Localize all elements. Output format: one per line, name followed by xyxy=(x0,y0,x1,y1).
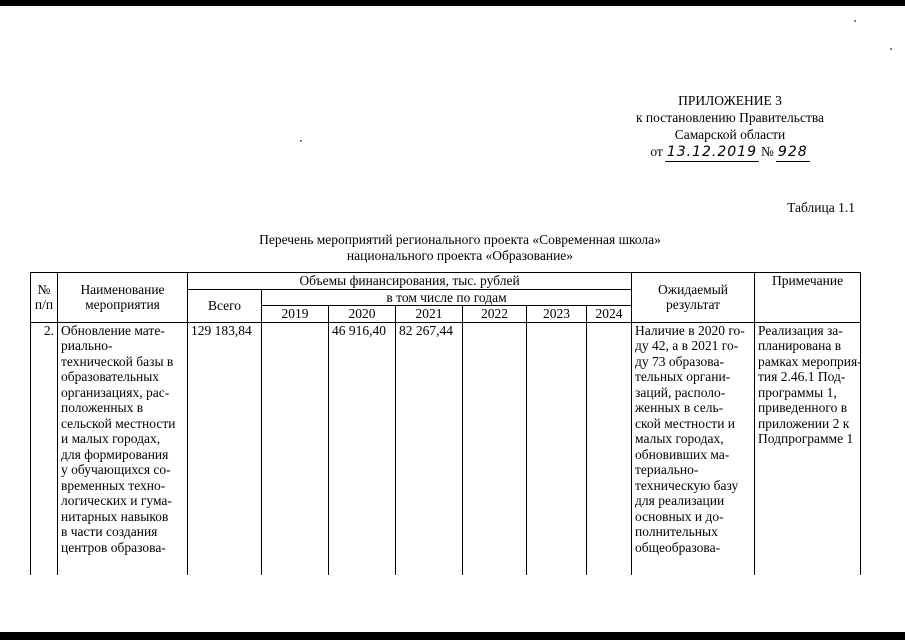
header-name: Наименование мероприятия xyxy=(58,273,188,323)
row-note xyxy=(755,322,861,575)
row-total: 129 183,84 xyxy=(188,322,262,575)
cell-text-line: для реализации xyxy=(635,493,725,508)
cell-text-line: Обновление мате- xyxy=(61,322,165,338)
cell-text-line: временных техно- xyxy=(61,477,166,493)
cell-text-line: логических и гума- xyxy=(61,493,172,508)
cell-text-line: Наличие в 2020 го- xyxy=(635,322,745,338)
cell-text-line: приведенного в xyxy=(758,400,848,415)
cell-text-line: образовательных xyxy=(61,369,160,384)
header-total: Всего xyxy=(188,289,262,322)
row-2023 xyxy=(527,322,587,575)
cell-text-line: Реализация за- xyxy=(758,322,843,338)
cell-text-line: в части создания xyxy=(61,524,158,539)
cell-text-line: и малых городах, xyxy=(61,431,161,446)
row-2022 xyxy=(463,322,527,575)
row-2021: 82 267,44 xyxy=(396,322,463,575)
appendix-line-region: Самарской области xyxy=(674,127,786,142)
title-line-1: Перечень мероприятий регионального проекта «Современная школа» xyxy=(259,232,661,247)
scan-speck xyxy=(854,20,856,22)
header-num: № п/п xyxy=(31,273,58,323)
cell-text-line: заций, располо- xyxy=(635,384,726,400)
cell-text-line: тия 2.46.1 Под- xyxy=(758,369,846,384)
header-funding: Объемы финансирования, тыс. рублей xyxy=(188,273,632,290)
header-year: 2019 xyxy=(262,306,329,323)
row-2019 xyxy=(262,322,329,575)
number-prefix: № xyxy=(761,144,774,159)
scan-top-border xyxy=(0,0,905,6)
cell-text-line: Подпрограмме 1 xyxy=(758,431,854,446)
decree-date: 13.12.2019 xyxy=(666,144,758,160)
date-prefix: от xyxy=(650,144,663,159)
cell-text-line: программы 1, xyxy=(758,384,837,400)
scan-bottom-border xyxy=(0,632,905,640)
cell-text-line: риально- xyxy=(61,338,113,353)
decree-date-line xyxy=(650,143,809,162)
cell-text-line: нитарных навыков xyxy=(61,508,169,524)
cell-text-line: организациях, рас- xyxy=(61,384,170,400)
header-year: 2020 xyxy=(329,306,396,323)
cell-text-line: рамках мероприя- xyxy=(758,353,862,369)
document-title xyxy=(200,232,720,264)
appendix-heading: ПРИЛОЖЕНИЕ 3 xyxy=(678,93,782,108)
row-num: 2. xyxy=(31,322,58,575)
table-row xyxy=(31,322,861,575)
measures-table xyxy=(30,272,861,575)
table-label: Таблица 1.1 xyxy=(787,200,855,215)
cell-text-line: полнительных xyxy=(635,524,718,539)
cell-text-line: териально- xyxy=(635,462,699,477)
header-by-years: в том числе по годам xyxy=(262,289,632,306)
approval-block xyxy=(600,92,860,162)
cell-text-line: женных в сель- xyxy=(635,400,724,415)
row-2020: 46 916,40 xyxy=(329,322,396,575)
scan-speck xyxy=(890,48,892,50)
row-name xyxy=(58,322,188,575)
cell-text-line: центров образова- xyxy=(61,539,166,555)
header-year: 2021 xyxy=(396,306,463,323)
cell-text-line: для формирования xyxy=(61,446,169,462)
decree-number: 928 xyxy=(777,144,808,160)
cell-text-line: у обучающихся со- xyxy=(61,462,171,477)
scan-speck xyxy=(300,140,302,142)
cell-text-line: малых городах, xyxy=(635,431,724,446)
header-result: Ожидаемый результат xyxy=(632,273,755,323)
cell-text-line: планирована в xyxy=(758,338,842,353)
header-year: 2024 xyxy=(587,306,632,323)
header-note: Примечание xyxy=(755,273,861,323)
header-year: 2023 xyxy=(527,306,587,323)
appendix-line-decree: к постановлению Правительства xyxy=(635,110,825,125)
cell-text-line: техническую базу xyxy=(635,477,739,493)
cell-text-line: основных и до- xyxy=(635,508,724,524)
cell-text-line: ду 73 образова- xyxy=(635,353,724,369)
title-line-2: национального проекта «Образование» xyxy=(346,248,574,263)
cell-text-line: приложении 2 к xyxy=(758,415,850,431)
cell-text-line: положенных в xyxy=(61,400,144,415)
cell-text-line: сельской местности xyxy=(61,415,176,431)
cell-text-line: тельных органи- xyxy=(635,369,731,384)
cell-text-line: ду 42, а в 2021 го- xyxy=(635,338,739,353)
header-year: 2022 xyxy=(463,306,527,323)
row-2024 xyxy=(587,322,632,575)
cell-text-line: общеобразова- xyxy=(635,539,721,555)
cell-text-line: ской местности и xyxy=(635,415,736,431)
row-result xyxy=(632,322,755,575)
cell-text-line: технической базы в xyxy=(61,353,174,369)
cell-text-line: обновивших ма- xyxy=(635,446,730,462)
